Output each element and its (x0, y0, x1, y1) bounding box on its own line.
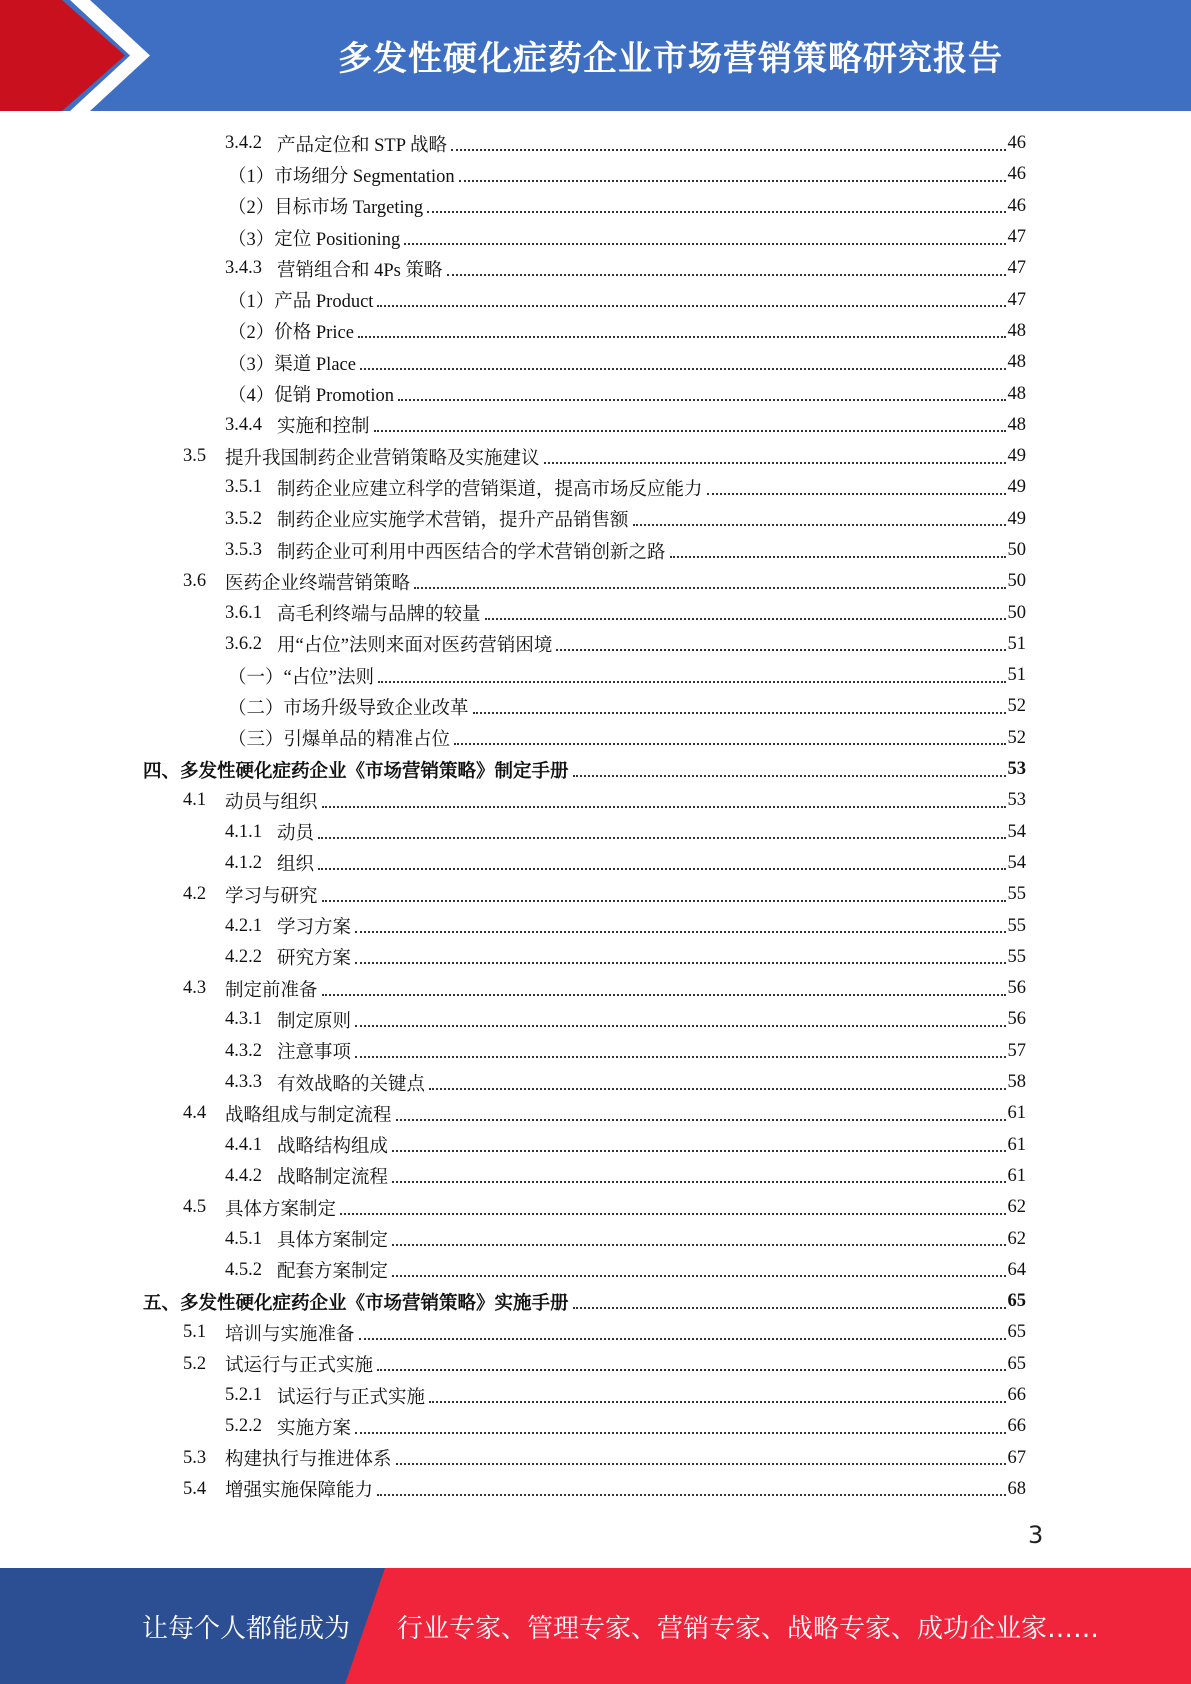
toc-entry-page: 55 (1007, 946, 1026, 967)
toc-entry[interactable] (140, 535, 1026, 566)
toc-dot-leader (359, 1338, 1006, 1340)
toc-entry[interactable] (140, 942, 1026, 973)
toc-entry-number: 4.5 (183, 1197, 207, 1218)
toc-entry-page: 62 (1007, 1197, 1026, 1218)
toc-entry-page: 48 (1007, 383, 1026, 404)
toc-entry-number: 4.2 (183, 884, 207, 905)
report-title: 多发性硬化症药企业市场营销策略研究报告 (338, 39, 1003, 79)
toc-entry-label: 产品定位和 STP 战略 (277, 135, 447, 156)
toc-entry-label: 学习方案 (277, 918, 352, 939)
toc-entry-page: 65 (1007, 1322, 1026, 1343)
toc-entry-label: “占位”法则 (283, 667, 374, 688)
toc-entry-label: 试运行与正式实施 (225, 1356, 374, 1377)
toc-entry-label: 实施和控制 (277, 417, 370, 438)
toc-entry-page: 66 (1007, 1416, 1026, 1437)
toc-entry-number: （一） (228, 667, 284, 688)
toc-entry-label: 增强实施保障能力 (225, 1481, 374, 1502)
toc-entry-number: （3） (228, 354, 275, 375)
toc-dot-leader (358, 336, 1006, 338)
toc-dot-leader (485, 618, 1006, 620)
toc-dot-leader (355, 1025, 1005, 1027)
toc-entry-number: 4.2.1 (225, 915, 262, 936)
toc-dot-leader (322, 994, 1006, 996)
toc-dot-leader (355, 1432, 1005, 1434)
toc-dot-leader (451, 149, 1006, 151)
toc-entry[interactable] (140, 848, 1026, 879)
toc-entry-page: 56 (1007, 1009, 1026, 1030)
toc-entry-label: 促销 Promotion (274, 386, 395, 407)
toc-entry-page: 48 (1007, 414, 1026, 435)
toc-dot-leader (392, 1244, 1005, 1246)
toc-entry[interactable] (140, 1004, 1026, 1035)
toc-dot-leader (374, 430, 1006, 432)
toc-entry-number: 五、 (143, 1293, 181, 1314)
toc-entry-label: 有效战略的关键点 (277, 1074, 426, 1095)
toc-entry[interactable] (140, 754, 1026, 785)
toc-entry[interactable] (140, 660, 1026, 691)
toc-entry[interactable] (140, 504, 1026, 535)
toc-entry-label: 战略制定流程 (277, 1168, 389, 1189)
toc-dot-leader (556, 649, 1005, 651)
toc-entry-label: 高毛利终端与品牌的较量 (277, 605, 481, 626)
toc-entry-number: 4.1.1 (225, 821, 262, 842)
footer-slogan: 让每个人都能成为 (142, 1613, 351, 1644)
toc-entry-number: （1） (228, 166, 275, 187)
toc-entry-label: 用“占位”法则来面对医药营销困境 (277, 636, 553, 657)
toc-dot-leader (378, 681, 1006, 683)
toc-entry-number: （二） (228, 698, 284, 719)
toc-entry-label: 战略结构组成 (277, 1137, 389, 1158)
toc-entry[interactable] (140, 284, 1026, 315)
toc-entry-page: 48 (1007, 352, 1026, 373)
toc-entry-label: 多发性硬化症药企业《市场营销策略》制定手册 (180, 761, 569, 782)
toc-entry-page: 55 (1007, 884, 1026, 905)
toc-entry-page: 46 (1007, 133, 1026, 154)
toc-entry-number: 四、 (143, 761, 181, 782)
toc-dot-leader (429, 1401, 1005, 1403)
toc-entry-page: 55 (1007, 915, 1026, 936)
toc-entry-label: 组织 (277, 855, 315, 876)
toc-entry[interactable] (140, 1380, 1026, 1411)
header-arrow-decoration (0, 0, 160, 111)
toc-entry[interactable] (140, 1192, 1026, 1223)
toc-entry-number: 5.3 (183, 1447, 207, 1468)
toc-dot-leader (707, 493, 1006, 495)
toc-entry-number: 4.5.2 (225, 1259, 262, 1280)
toc-entry[interactable] (140, 128, 1026, 159)
toc-entry-page: 67 (1007, 1447, 1026, 1468)
toc-dot-leader (377, 305, 1005, 307)
toc-entry[interactable] (140, 1098, 1026, 1129)
toc-dot-leader (398, 399, 1005, 401)
toc-entry-label: 实施方案 (277, 1418, 352, 1439)
toc-entry-label: 营销组合和 4Ps 策略 (277, 260, 443, 281)
toc-entry-page: 52 (1007, 727, 1026, 748)
toc-entry-page: 62 (1007, 1228, 1026, 1249)
toc-entry[interactable] (140, 566, 1026, 597)
toc-entry-page: 48 (1007, 320, 1026, 341)
toc-entry[interactable] (140, 1474, 1026, 1505)
toc-entry-label: 制定前准备 (225, 980, 318, 1001)
toc-entry[interactable] (140, 973, 1026, 1004)
toc-entry-number: 4.3.1 (225, 1009, 262, 1030)
toc-entry-label: 多发性硬化症药企业《市场营销策略》实施手册 (180, 1293, 569, 1314)
toc-dot-leader (427, 211, 1005, 213)
toc-entry[interactable] (140, 785, 1026, 816)
toc-dot-leader (459, 180, 1006, 182)
toc-entry[interactable] (140, 723, 1026, 754)
toc-entry-label: 研究方案 (277, 949, 352, 970)
toc-entry-page: 54 (1007, 821, 1026, 842)
toc-dot-leader (377, 1369, 1005, 1371)
toc-entry-number: 5.1 (183, 1322, 207, 1343)
toc-entry-page: 56 (1007, 978, 1026, 999)
toc-entry-number: 4.3 (183, 978, 207, 999)
toc-entry-page: 47 (1007, 289, 1026, 310)
toc-entry-number: （2） (228, 323, 275, 344)
toc-entry-number: 3.5.2 (225, 508, 262, 529)
toc-entry-label: 制药企业可利用中西医结合的学术营销创新之路 (277, 542, 666, 563)
toc-dot-leader (318, 868, 1005, 870)
toc-entry-label: 制药企业应建立科学的营销渠道，提高市场反应能力 (277, 479, 703, 500)
toc-dot-leader (318, 837, 1005, 839)
toc-entry-page: 61 (1007, 1134, 1026, 1155)
toc-entry-page: 65 (1007, 1291, 1026, 1312)
toc-entry-number: 3.5.3 (225, 540, 262, 560)
toc-entry[interactable] (140, 347, 1026, 378)
toc-dot-leader (355, 931, 1005, 933)
toc-entry-label: 市场升级导致企业改革 (283, 698, 469, 719)
toc-entry-number: 4.5.1 (225, 1228, 262, 1249)
toc-entry-label: 制定原则 (277, 1011, 352, 1032)
toc-entry[interactable] (140, 316, 1026, 347)
toc-entry[interactable] (140, 1317, 1026, 1348)
toc-entry-page: 50 (1007, 602, 1026, 623)
toc-dot-leader (447, 274, 1006, 276)
toc-entry[interactable] (140, 378, 1026, 409)
toc-entry-label: 动员 (277, 824, 315, 845)
toc-dot-leader (396, 1119, 1006, 1121)
toc-entry-number: 4.2.2 (225, 946, 262, 967)
toc-entry[interactable] (140, 691, 1026, 722)
toc-entry-label: 定位 Positioning (274, 229, 401, 250)
toc-entry-number: 3.6.1 (225, 602, 262, 623)
toc-entry-page: 64 (1007, 1259, 1026, 1280)
toc-entry-label: 制药企业应实施学术营销，提升产品销售额 (277, 511, 629, 532)
toc-entry-label: 具体方案制定 (225, 1199, 337, 1220)
toc-dot-leader (633, 524, 1006, 526)
toc-dot-leader (322, 806, 1006, 808)
toc-entry[interactable] (140, 1286, 1026, 1317)
toc-entry-page: 47 (1007, 258, 1026, 279)
toc-entry[interactable] (140, 410, 1026, 441)
toc-entry-page: 50 (1007, 540, 1026, 560)
toc-entry-label: 注意事项 (277, 1043, 352, 1064)
toc-entry-label: 培训与实施准备 (225, 1324, 355, 1345)
table-of-contents (140, 128, 1026, 1505)
toc-entry-page: 52 (1007, 696, 1026, 717)
toc-dot-leader (322, 900, 1006, 902)
toc-entry[interactable] (140, 1130, 1026, 1161)
toc-dot-leader (473, 712, 1006, 714)
toc-entry-number: 3.4.3 (225, 258, 262, 279)
toc-entry-label: 具体方案制定 (277, 1231, 389, 1252)
toc-entry-number: 4.1 (183, 790, 207, 811)
toc-entry[interactable] (140, 597, 1026, 628)
toc-entry-page: 49 (1007, 508, 1026, 529)
toc-dot-leader (396, 1463, 1006, 1465)
toc-entry[interactable] (140, 1036, 1026, 1067)
toc-entry-label: 战略组成与制定流程 (225, 1105, 392, 1126)
toc-dot-leader (392, 1150, 1005, 1152)
toc-entry[interactable] (140, 817, 1026, 848)
toc-entry-page: 51 (1007, 665, 1026, 686)
toc-entry[interactable] (140, 879, 1026, 910)
toc-entry-page: 46 (1007, 195, 1026, 216)
toc-entry-number: （4） (228, 386, 275, 407)
toc-entry[interactable] (140, 222, 1026, 253)
toc-entry[interactable] (140, 1411, 1026, 1442)
toc-entry-page: 66 (1007, 1385, 1026, 1406)
toc-dot-leader (392, 1181, 1005, 1183)
toc-entry-page: 68 (1007, 1478, 1026, 1499)
toc-entry-page: 49 (1007, 477, 1026, 498)
toc-entry-page: 51 (1007, 633, 1026, 654)
toc-entry-page: 61 (1007, 1165, 1026, 1186)
toc-entry-number: 4.1.2 (225, 852, 262, 873)
toc-entry-page: 61 (1007, 1103, 1026, 1124)
toc-entry[interactable] (140, 1349, 1026, 1380)
toc-dot-leader (429, 1088, 1005, 1090)
toc-entry-number: 3.6 (183, 571, 207, 592)
toc-entry-label: 市场细分 Segmentation (274, 166, 455, 187)
toc-entry[interactable] (140, 910, 1026, 941)
toc-dot-leader (360, 368, 1006, 370)
page-footer (0, 1568, 1191, 1684)
toc-dot-leader (670, 556, 1006, 558)
toc-entry-page: 54 (1007, 852, 1026, 873)
toc-entry[interactable] (140, 472, 1026, 503)
toc-entry[interactable] (140, 253, 1026, 284)
toc-entry[interactable] (140, 1223, 1026, 1254)
toc-entry-number: 5.4 (183, 1478, 207, 1499)
toc-entry-number: 3.6.2 (225, 633, 262, 654)
toc-entry-label: 学习与研究 (225, 886, 318, 907)
toc-dot-leader (340, 1213, 1005, 1215)
toc-dot-leader (404, 243, 1005, 245)
toc-entry-page: 57 (1007, 1040, 1026, 1061)
toc-entry-number: 5.2.2 (225, 1416, 262, 1437)
toc-entry-label: 产品 Product (274, 292, 374, 313)
page-number: 3 (1028, 1521, 1044, 1549)
toc-entry-number: 4.4 (183, 1103, 207, 1124)
toc-dot-leader (392, 1275, 1005, 1277)
toc-entry-label: 配套方案制定 (277, 1262, 389, 1283)
toc-entry-number: 4.3.3 (225, 1072, 262, 1093)
toc-entry-number: 3.4.4 (225, 414, 262, 435)
toc-entry-label: 医药企业终端营销策略 (225, 573, 411, 594)
toc-entry-number: 5.2.1 (225, 1385, 262, 1406)
toc-entry-label: 价格 Price (274, 323, 354, 344)
toc-entry-page: 47 (1007, 227, 1026, 248)
toc-dot-leader (573, 775, 1006, 777)
toc-entry-page: 53 (1007, 759, 1026, 780)
toc-entry-number: （三） (228, 730, 284, 751)
toc-entry-page: 49 (1007, 446, 1026, 467)
toc-dot-leader (355, 962, 1005, 964)
toc-entry[interactable] (140, 1067, 1026, 1098)
toc-entry-page: 65 (1007, 1353, 1026, 1374)
toc-dot-leader (355, 1056, 1005, 1058)
toc-dot-leader (377, 1494, 1005, 1496)
toc-entry-label: 构建执行与推进体系 (225, 1450, 392, 1471)
toc-entry-label: 试运行与正式实施 (277, 1387, 426, 1408)
toc-dot-leader (414, 587, 1005, 589)
toc-entry[interactable] (140, 159, 1026, 190)
toc-dot-leader (454, 743, 1005, 745)
toc-dot-leader (544, 462, 1006, 464)
toc-entry-number: 5.2 (183, 1353, 207, 1374)
toc-entry-page: 58 (1007, 1072, 1026, 1093)
toc-entry-number: 4.3.2 (225, 1040, 262, 1061)
toc-entry-number: （1） (228, 292, 275, 313)
toc-entry[interactable] (140, 1442, 1026, 1473)
toc-entry-label: 引爆单品的精准占位 (283, 730, 451, 751)
toc-entry-number: 3.4.2 (225, 133, 262, 154)
toc-entry-number: （2） (228, 198, 275, 219)
toc-entry-number: 4.4.2 (225, 1165, 262, 1186)
toc-entry-label: 目标市场 Targeting (274, 198, 424, 219)
footer-expert-list: 行业专家、管理专家、营销专家、战略专家、成功企业家…… (397, 1613, 1100, 1644)
toc-entry[interactable] (140, 1161, 1026, 1192)
toc-entry-page: 53 (1007, 790, 1026, 811)
toc-entry-number: 3.5 (183, 446, 207, 467)
toc-entry-label: 动员与组织 (225, 792, 318, 813)
toc-entry[interactable] (140, 441, 1026, 472)
toc-dot-leader (573, 1307, 1006, 1309)
toc-entry[interactable] (140, 629, 1026, 660)
page-header (0, 0, 1191, 111)
toc-entry-number: 3.5.1 (225, 477, 262, 498)
toc-entry[interactable] (140, 1255, 1026, 1286)
toc-entry[interactable] (140, 191, 1026, 222)
toc-entry-label: 渠道 Place (274, 354, 356, 375)
toc-entry-number: 4.4.1 (225, 1134, 262, 1155)
toc-entry-page: 46 (1007, 164, 1026, 185)
toc-entry-label: 提升我国制药企业营销策略及实施建议 (225, 448, 540, 469)
toc-entry-page: 50 (1007, 571, 1026, 592)
toc-entry-number: （3） (228, 229, 275, 250)
